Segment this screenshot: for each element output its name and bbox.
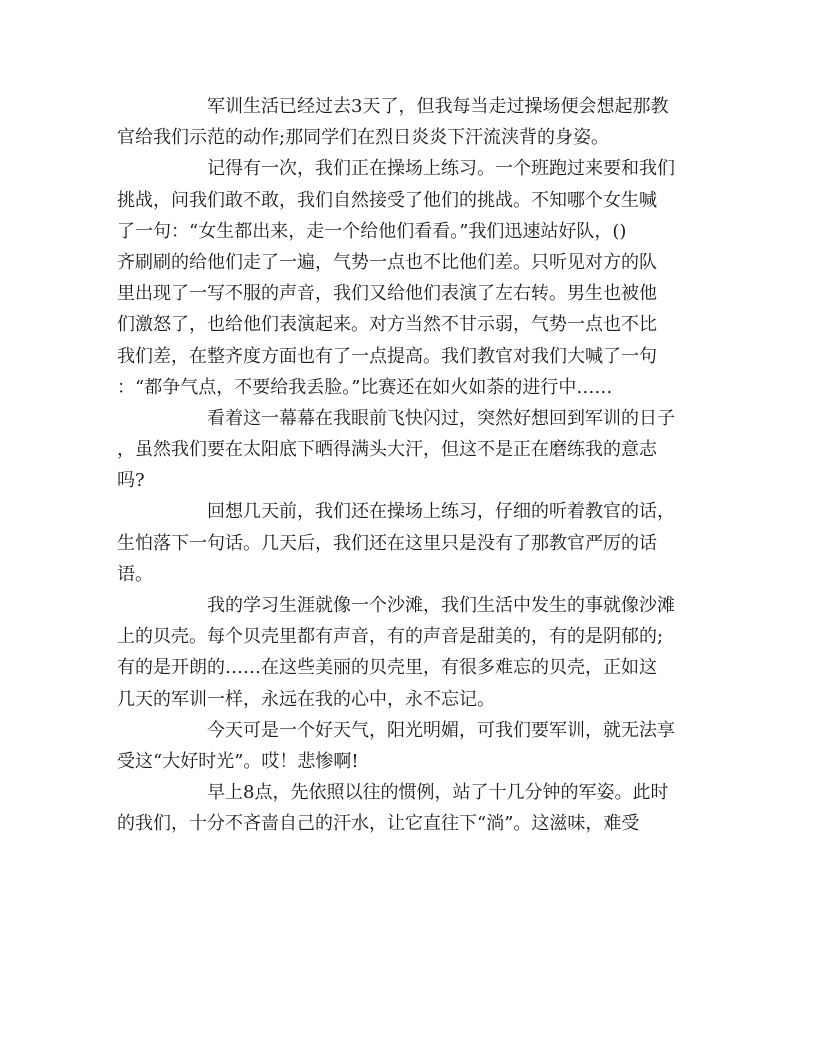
text-line: 们激怒了，也给他们表演起来。对方当然不甘示弱，气势一点也不比	[117, 314, 657, 336]
text-line: ，虽然我们要在太阳底下晒得满头大汗，但这不是正在磨练我的意志	[117, 439, 657, 461]
text-line: 挑战，问我们敢不敢，我们自然接受了他们的挑战。不知哪个女生喊	[117, 189, 657, 211]
paragraph-3	[117, 403, 697, 497]
paragraph-7	[117, 777, 697, 839]
text-line: 吗?	[117, 470, 145, 492]
text-line: 的我们，十分不吝啬自己的汗水，让它直往下“淌”。这滋味，难受	[117, 813, 640, 835]
text-line: 上的贝壳。每个贝壳里都有声音，有的声音是甜美的，有的是阴郁的;	[117, 626, 664, 648]
text-line: 有的是开朗的……在这些美丽的贝壳里，有很多难忘的贝壳，正如这	[117, 657, 657, 679]
text-line: 官给我们示范的动作;那同学们在烈日炎炎下汗流浃背的身姿。	[117, 127, 610, 149]
document-body	[117, 91, 697, 840]
paragraph-4	[117, 496, 697, 590]
text-line: 里出现了一写不服的声音，我们又给他们表演了左右转。男生也被他	[117, 283, 657, 305]
text-line: 受这“大好时光”。哎！悲惨啊!	[117, 750, 359, 772]
text-line: 我们差，在整齐度方面也有了一点提高。我们教官对我们大喊了一句	[117, 345, 657, 367]
text-line: 看着这一幕幕在我眼前飞快闪过，突然好想回到军训的日子	[207, 407, 675, 429]
text-line: 军训生活已经过去3天了，但我每当走过操场便会想起那教	[207, 96, 669, 117]
text-line: 语。	[117, 563, 153, 585]
paragraph-2	[117, 153, 697, 403]
paragraph-6	[117, 715, 697, 777]
text-line: 记得有一次，我们正在操场上练习。一个班跑过来要和我们	[207, 158, 675, 180]
text-line: 今天可是一个好天气，阳光明媚，可我们要军训，就无法享	[207, 719, 675, 741]
text-line: 了一句：“女生都出来，走一个给他们看看。”我们迅速站好队，()	[117, 220, 627, 242]
text-line: 我的学习生涯就像一个沙滩，我们生活中发生的事就像沙滩	[207, 595, 675, 616]
text-line: 早上8点，先依照以往的惯例，站了十几分钟的军姿。此时	[207, 782, 669, 804]
paragraph-1	[117, 91, 697, 153]
paragraph-5	[117, 590, 697, 715]
text-line: 回想几天前，我们还在操场上练习，仔细的听着教官的话，	[207, 501, 675, 523]
text-line: ：“都争气点，不要给我丢脸。”比赛还在如火如荼的进行中……	[117, 376, 613, 398]
text-line: 齐刷刷的给他们走了一遍，气势一点也不比他们差。只听见对方的队	[117, 251, 657, 273]
text-line: 生怕落下一句话。几天后，我们还在这里只是没有了那教官严厉的话	[117, 532, 657, 554]
text-line: 几天的军训一样，永远在我的心中，永不忘记。	[117, 688, 495, 710]
